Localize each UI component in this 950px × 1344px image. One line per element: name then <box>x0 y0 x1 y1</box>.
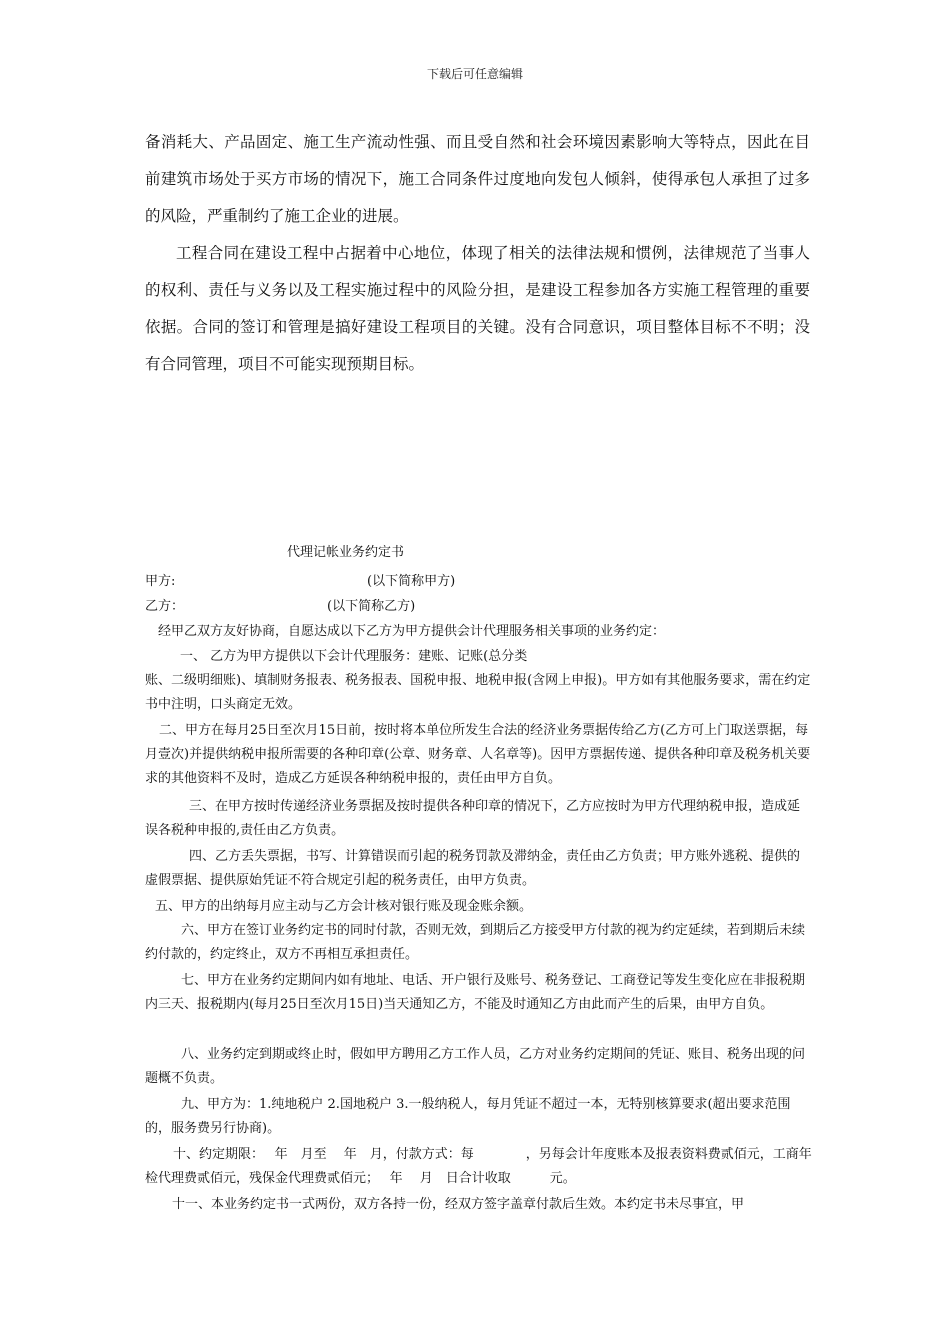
party-a-note: (以下简称甲方) <box>367 574 456 589</box>
clause-2 <box>145 719 812 791</box>
header-note: 下载后可任意编辑 <box>426 67 523 81</box>
clause-5: 五、甲方的出纳每月应主动与乙方会计核对银行账及现金账余额。 <box>155 899 533 914</box>
clause-6 <box>145 919 812 967</box>
clause-7 <box>145 969 812 1017</box>
clause-2-text: 二、甲方在每月25日至次月15日前，按时将本单位所发生合法的经济业务票据传给乙方(乙方可上门取送票据，每月壹次)并提供纳税申报所需要的各种印章(公章、财务章、人名章等)。因甲方票据传递、提供各种印章及税务机关要求的其他资料不及时，造成乙方延误各种纳税申报的，责任由甲方自负。 <box>145 723 811 786</box>
clause-10 <box>145 1143 812 1191</box>
clause-6-text: 六、甲方在签订业务约定书的同时付款，否则无效，到期后乙方接受甲方付款的视为约定延续，若到期后未续约付款的，约定终止，双方不再相互承担责任。 <box>145 923 806 962</box>
clause-4-text: 四、乙方丢失票据，书写、计算错误而引起的税务罚款及滞纳金，责任由乙方负责；甲方账外逃税、提供的虚假票据、提供原始凭证不符合规定引起的税务责任，由甲方负责。 <box>145 849 801 888</box>
intro-paragraph-1: 备消耗大、产品固定、施工生产流动性强、而且受自然和社会环境因素影响大等特点，因此在目前建筑市场处于买方市场的情况下，施工合同条件过度地向发包人倾斜，使得承包人承担了过多的风险，严重制约了施工企业的进展。 <box>145 133 810 225</box>
party-b-note: (以下简称乙方) <box>327 599 416 614</box>
clause-9 <box>145 1093 812 1141</box>
clause-1-line-1: 一、 乙方为甲方提供以下会计代理服务：建账、记账(总分类 <box>180 649 528 664</box>
intro-section <box>145 124 810 383</box>
intro-paragraph-2: 工程合同在建设工程中占据着中心地位，体现了相关的法律法规和惯例，法律规范了当事人的权利、责任与义务以及工程实施过程中的风险分担，是建设工程参加各方实施工程管理的重要依据。合同的签订和管理是搞好建设工程项目的关键。没有合同意识，项目整体目标不不明；没有合同管理，项目不可能实现预期目标。 <box>145 244 810 373</box>
clause-3 <box>145 795 812 843</box>
clause-11: 十一、本业务约定书一式两份，双方各持一份，经双方签字盖章付款后生效。本约定书未尽事宜，甲 <box>172 1197 745 1212</box>
clause-10-text: 十、约定期限： 年 月至 年 月，付款方式：每 ，另每会计年度账本及报表资料费贰佰元，工商年检代理费贰佰元，残保金代理费贰佰元； 年 月 日合计收取 元。 <box>145 1147 812 1186</box>
clause-8 <box>145 1043 812 1091</box>
clause-9-text: 九、甲方为：1.纯地税户 2.国地税户 3.一般纳税人，每月凭证不超过一本，无特别核算要求(超出要求范围的，服务费另行协商)。 <box>145 1097 791 1136</box>
clause-4 <box>145 845 812 893</box>
contract-title: 代理记帐业务约定书 <box>287 545 405 560</box>
clause-3-text: 三、在甲方按时传递经济业务票据及按时提供各种印章的情况下，乙方应按时为甲方代理纳税申报，造成延误各税种申报的,责任由乙方负责。 <box>145 799 801 838</box>
clause-1-rest <box>145 669 812 717</box>
clause-8-text: 八、业务约定到期或终止时，假如甲方聘用乙方工作人员，乙方对业务约定期间的凭证、账目、税务出现的问题概不负责。 <box>145 1047 806 1086</box>
clause-7-text: 七、甲方在业务约定期间内如有地址、电话、开户银行及账号、税务登记、工商登记等发生变化应在非报税期内三天、报税期内(每月25日至次月15日)当天通知乙方，不能及时通知乙方由此而产生的后果，由甲方自负。 <box>145 973 806 1012</box>
party-b-label: 乙方： <box>145 599 185 614</box>
preamble: 经甲乙双方友好协商，自愿达成以下乙方为甲方提供会计代理服务相关事项的业务约定： <box>158 624 666 639</box>
party-a-label: 甲方: <box>145 574 176 589</box>
clause-1-text: 账、二级明细账)、填制财务报表、税务报表、国税申报、地税申报(含网上申报)。甲方如有其他服务要求，需在约定书中注明，口头商定无效。 <box>145 673 811 712</box>
